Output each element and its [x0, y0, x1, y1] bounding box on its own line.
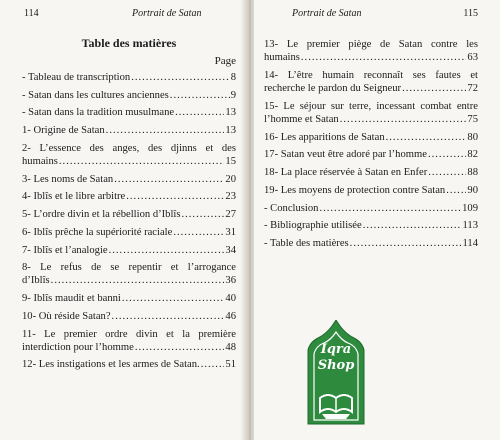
toc-leader-dots [114, 173, 224, 186]
toc-leader-dots [301, 51, 467, 64]
toc-leader-dots [402, 82, 466, 95]
toc-entry-line [22, 244, 236, 257]
toc-entry [22, 208, 236, 221]
toc-entry-line [264, 82, 478, 95]
page-column-label: Page [214, 55, 236, 67]
toc-entry-text: l’homme et Satan [264, 114, 339, 126]
toc-leader-dots [59, 155, 225, 168]
toc-entry [264, 166, 478, 179]
toc-entry [22, 310, 236, 323]
toc-entry-page: 31 [225, 226, 236, 238]
toc-entry-text: - Tableau de transcription [22, 72, 131, 83]
toc-entry-page: 36 [225, 275, 236, 287]
toc-entry-text: 13- Le premier piège de Satan contre les [264, 39, 478, 50]
toc-entry-page: 80 [467, 131, 478, 143]
logo-word-shop: Shop [317, 358, 355, 373]
toc-entry-page: 72 [467, 83, 478, 95]
toc-leader-dots [122, 292, 225, 305]
toc-leader-dots [175, 106, 224, 119]
toc-entry-line [22, 173, 236, 186]
toc-entry [22, 190, 236, 203]
toc-leader-dots [112, 310, 225, 323]
toc-entry-line [264, 184, 478, 197]
toc-entry [22, 71, 236, 84]
iqra-shop-logo [300, 320, 372, 426]
toc-entry-page: 90 [467, 184, 478, 196]
toc-entry-text: - Satan dans la tradition musulmane [22, 107, 175, 119]
toc-leader-dots [319, 202, 461, 215]
toc-entry-page: 13 [225, 107, 236, 119]
toc-entry [264, 131, 478, 144]
logo-word-iqra: Iqra [320, 342, 352, 357]
right-toc-list [264, 38, 478, 250]
toc-entry [264, 237, 478, 250]
toc-leader-dots [428, 166, 466, 179]
toc-entry-text: 19- Les moyens de protection contre Satan [264, 184, 446, 196]
toc-leader-dots [201, 358, 225, 371]
toc-title: Table des matières [81, 36, 177, 50]
toc-leader-dots [135, 341, 225, 354]
right-page [254, 0, 500, 440]
left-page-number: 114 [24, 8, 39, 19]
toc-entry-page: 27 [225, 209, 236, 221]
toc-leader-dots [363, 219, 462, 232]
toc-entry-line [264, 202, 478, 215]
right-running-title: Portrait de Satan [292, 8, 362, 19]
toc-entry-text: 16- Les apparitions de Satan [264, 131, 385, 143]
toc-entry [22, 328, 236, 354]
toc-entry [22, 89, 236, 102]
toc-entry [264, 100, 478, 126]
toc-entry-text: 12- Les instigations et les armes de Satan. [22, 359, 200, 371]
toc-entry-line [22, 226, 236, 239]
toc-leader-dots [131, 71, 230, 84]
toc-entry-line [22, 155, 236, 168]
toc-entry-page: 51 [225, 359, 236, 371]
toc-entry [22, 261, 236, 287]
toc-entry-line [22, 208, 236, 221]
left-running-head [22, 0, 236, 28]
toc-entry-text: 11- Le premier ordre divin et la première [22, 328, 236, 340]
toc-entry [22, 292, 236, 305]
toc-leader-dots [170, 89, 230, 102]
toc-entry-text: 4- Iblîs et le libre arbitre [22, 191, 126, 203]
toc-entry-page: 40 [225, 293, 236, 305]
toc-entry-page: 34 [225, 244, 236, 256]
toc-entry-line [22, 274, 236, 287]
toc-entry [22, 226, 236, 239]
toc-entry-text: 6- Iblîs prêche la supériorité raciale [22, 226, 173, 238]
toc-entry-line [22, 71, 236, 84]
toc-entry-page: 48 [225, 341, 236, 353]
left-toc-list [22, 71, 236, 372]
toc-entry-text: - Satan dans les cultures anciennes [22, 89, 169, 101]
toc-entry [22, 142, 236, 168]
toc-leader-dots [340, 113, 467, 126]
toc-entry-page: 13 [225, 125, 236, 137]
toc-entry-text: - Bibliographie utilisée [264, 220, 362, 232]
toc-entry-page: 46 [225, 310, 236, 322]
toc-entry-page: 15 [225, 156, 236, 168]
toc-entry-line [264, 148, 478, 161]
toc-entry-line [22, 358, 236, 371]
toc-entry [264, 202, 478, 215]
toc-leader-dots [109, 244, 225, 257]
toc-entry-line [22, 190, 236, 203]
toc-entry [22, 173, 236, 186]
toc-entry-line [22, 106, 236, 119]
toc-entry-page: 9 [230, 89, 236, 101]
toc-entry [264, 69, 478, 95]
toc-entry-text: 1- Origine de Satan [22, 125, 105, 137]
toc-entry-line [264, 131, 478, 144]
toc-entry [22, 244, 236, 257]
toc-entry-text: 15- Le séjour sur terre, incessant combat entre [264, 100, 478, 112]
toc-leader-dots [386, 131, 467, 144]
right-running-head [264, 0, 478, 28]
toc-leader-dots [428, 148, 466, 161]
toc-entry-page: 88 [467, 167, 478, 179]
toc-entry [22, 358, 236, 371]
toc-entry-text: d’Iblîs [22, 275, 50, 287]
toc-entry-page: 113 [462, 220, 478, 232]
toc-entry [22, 124, 236, 137]
right-page-number: 115 [463, 8, 478, 19]
toc-leader-dots [106, 124, 225, 137]
logo-emblem [300, 320, 372, 426]
toc-entry-page: 8 [230, 72, 236, 83]
toc-entry [264, 184, 478, 197]
toc-leader-dots [126, 190, 224, 203]
toc-leader-dots [51, 274, 225, 287]
toc-entry-text: 17- Satan veut être adoré par l’homme [264, 149, 427, 161]
toc-entry-line [264, 219, 478, 232]
toc-entry-line [22, 89, 236, 102]
toc-entry-text: interdiction pour l’homme [22, 341, 134, 353]
toc-entry-page: 20 [225, 173, 236, 185]
toc-entry-line [22, 310, 236, 323]
toc-leader-dots [173, 226, 224, 239]
left-page [0, 0, 246, 440]
toc-entry-text: 18- La place réservée à Satan en Enfer [264, 167, 428, 179]
toc-leader-dots [350, 237, 462, 250]
toc-entry-text: 5- L’ordre divin et la rébellion d’Iblîs [22, 209, 181, 221]
toc-entry [264, 148, 478, 161]
toc-entry-text: - Conclusion [264, 202, 319, 214]
toc-entry-line [22, 292, 236, 305]
toc-entry-text: humains [264, 52, 300, 64]
toc-entry [264, 219, 478, 232]
toc-leader-dots [446, 184, 466, 197]
toc-entry-line [22, 341, 236, 354]
toc-entry-page: 23 [225, 191, 236, 203]
toc-entry-page: 75 [467, 114, 478, 126]
toc-entry-page: 82 [467, 149, 478, 161]
toc-entry-text: 3- Les noms de Satan [22, 173, 114, 185]
toc-entry [264, 38, 478, 64]
toc-entry-line [264, 51, 478, 64]
toc-entry-text: 14- L’être humain reconnaît ses fautes et [264, 69, 478, 81]
toc-entry-page: 63 [467, 52, 478, 64]
toc-leader-dots [181, 208, 224, 221]
toc-entry-text: 8- Le refus de se repentir et l’arrogance [22, 262, 236, 274]
toc-entry-text: - Table des matières [264, 237, 349, 249]
toc-entry-page: 109 [462, 202, 478, 214]
toc-entry-line [264, 166, 478, 179]
toc-entry-text: humains [22, 156, 58, 168]
toc-entry-text: 9- Iblîs maudit et banni [22, 293, 121, 305]
toc-entry-text: 10- Où réside Satan? [22, 310, 111, 322]
toc-entry-line [264, 237, 478, 250]
left-running-title: Portrait de Satan [132, 8, 202, 19]
toc-entry-text: 2- L’essence des anges, des djinns et des [22, 142, 236, 154]
toc-entry-text: recherche le pardon du Seigneur [264, 83, 402, 95]
toc-entry [22, 106, 236, 119]
toc-entry-page: 114 [462, 237, 478, 249]
toc-entry-line [22, 124, 236, 137]
toc-entry-text: 7- Iblîs et l’analogie [22, 244, 108, 256]
toc-entry-line [264, 113, 478, 126]
